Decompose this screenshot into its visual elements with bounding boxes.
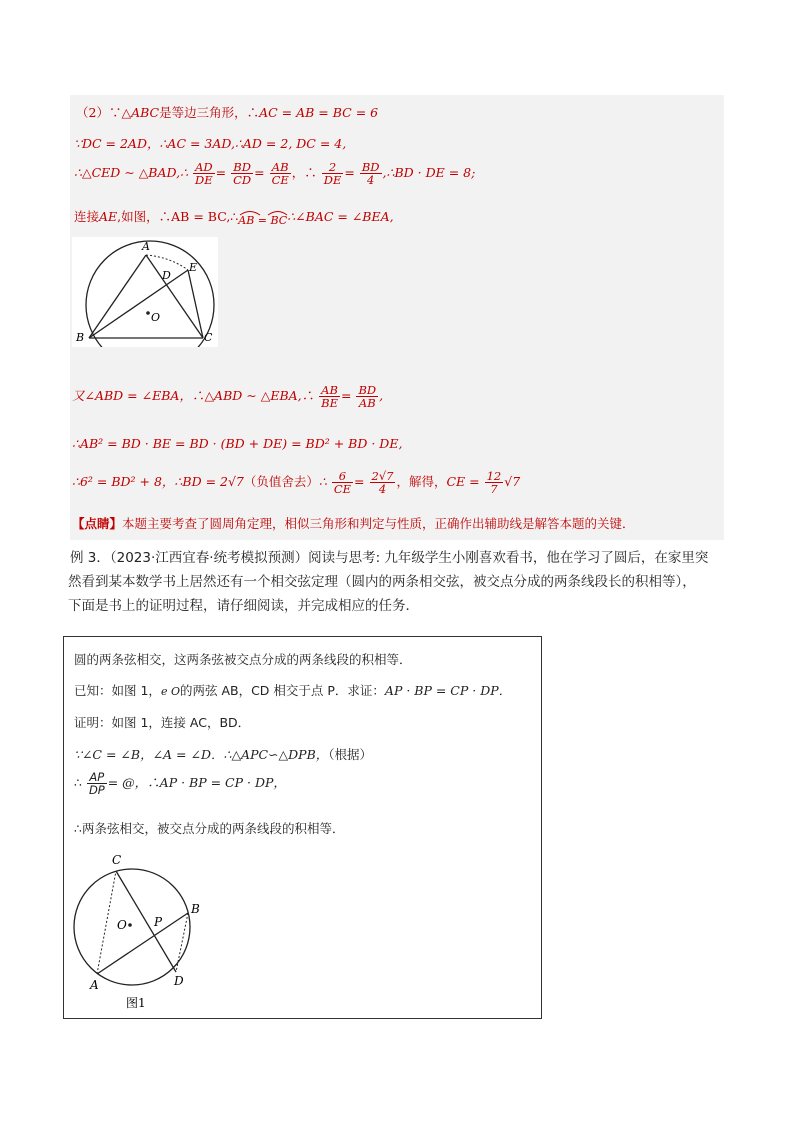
label-c: C	[204, 331, 213, 344]
label-b: B	[76, 331, 85, 344]
fraction: $\frac{6}{CE}$	[333, 469, 352, 497]
label-b: B	[191, 902, 200, 916]
solution-line-1: （2）∵△ABC是等边三角形，∴AC = AB = BC = 6	[76, 105, 379, 120]
arc-icon	[238, 208, 288, 216]
box-line-3: 证明：如图 1，连接 AC，BD．	[74, 715, 251, 730]
fraction: $\frac{AB}{BE}$	[321, 383, 338, 411]
solution-line-6: ∴AB² = BD · BE = BD · (BD + DE) = BD² + BD · DE,	[72, 436, 403, 451]
example-3-intro	[70, 546, 730, 618]
segment-be	[89, 270, 188, 338]
label-o: O	[117, 918, 127, 932]
label-o: O	[151, 311, 161, 324]
figure-2-intersecting-chords	[70, 847, 220, 1015]
fraction: $\frac{12}{7}$	[486, 469, 502, 497]
solution-line-3: ∴△CED ∼ △BAD,∴ $\frac{AD}{DE}$ = $\frac{BD}{CD}$ = $\frac{AB}{CE}$ ，∴ $\frac{2}{DE}$ = $\frac{BD}{4}$ ,∴BD · DE = 8;	[74, 160, 476, 188]
fraction: $\frac{AD}{DE}$	[195, 160, 213, 188]
label-e: E	[189, 261, 198, 274]
solution-line-4: 连接AE,如图，∴AB = BC,∴ AB = BC∴∠BAC = ∠BEA,	[74, 209, 394, 227]
center-dot	[146, 311, 150, 315]
label-d: D	[162, 269, 171, 282]
figure-caption: 图1	[126, 996, 146, 1010]
segment-ac-dashed	[97, 871, 116, 974]
box-line-5: ∴ $\frac{AP}{DP}$ = @，∴AP · BP = CP · DP，	[74, 770, 286, 798]
solution-line-5: 又∠ABD = ∠EBA，∴△ABD ∼ △EBA,∴ $\frac{AB}{BE}$ = $\frac{BD}{AB}$ ,	[72, 383, 384, 411]
example-line-3: 下面是书上的证明过程，请仔细阅读，并完成相应的任务．	[68, 598, 419, 614]
fraction: $\frac{BD}{AB}$	[358, 383, 377, 411]
label-a: A	[142, 240, 150, 253]
example-line-1: 例 3．（2023·江西宜春·统考模拟预测）阅读与思考: 九年级学生小刚喜欢看书，他在学习了圆后，在家里突	[70, 550, 709, 566]
box-line-1: 圆的两条弦相交，这两条弦被交点分成的两条线段的积相等．	[74, 652, 412, 667]
label-p: P	[154, 915, 163, 929]
circle-o	[74, 869, 190, 985]
label-a: A	[90, 978, 99, 992]
figure-1-circle-diagram	[72, 237, 218, 347]
fraction: $\frac{2√7}{4}$	[371, 469, 394, 497]
chord-ab	[97, 913, 188, 974]
segment-ae-dashed	[146, 255, 188, 270]
solution-line-7: ∴6² = BD² + 8，∴BD = 2√7（负值舍去）∴ $\frac{6}{CE}$ = $\frac{2√7}{4}$ ，解得，CE = $\frac{12}{7}$ √7	[72, 469, 521, 497]
tip-line: 【点睛】本题主要考查了圆周角定理，相似三角形和判定与性质，正确作出辅助线是解答本题的关键．	[72, 516, 635, 531]
example-line-2: 然看到某本数学书上居然还有一个相交弦定理（圆内的两条相交弦，被交点分成的两条线段长的积相等），	[68, 574, 696, 590]
fraction: $\frac{BD}{CD}$	[233, 160, 252, 188]
fraction: $\frac{AP}{DP}$	[88, 770, 105, 798]
box-line-6: ∴两条弦相交，被交点分成的两条线段的积相等．	[74, 821, 345, 836]
fraction: $\frac{2}{DE}$	[323, 160, 342, 188]
box-line-4: ∵∠C = ∠B，∠A = ∠D．∴△APC∽△DPB，（根据）	[74, 747, 373, 762]
fraction: $\frac{AB}{CE}$	[271, 160, 289, 188]
center-dot	[128, 923, 132, 927]
label-c: C	[112, 853, 122, 867]
label-d: D	[174, 974, 184, 988]
box-line-2: 已知：如图 1，e O的两弦 AB，CD 相交于点 P．求证：AP · BP = CP · DP．	[74, 683, 512, 698]
proof-box	[63, 636, 542, 1019]
circle-o	[86, 241, 214, 347]
fraction: $\frac{BD}{4}$	[361, 160, 380, 188]
solution-line-2: ∵DC = 2AD，∴AC = 3AD,∴AD = 2, DC = 4,	[74, 136, 347, 151]
